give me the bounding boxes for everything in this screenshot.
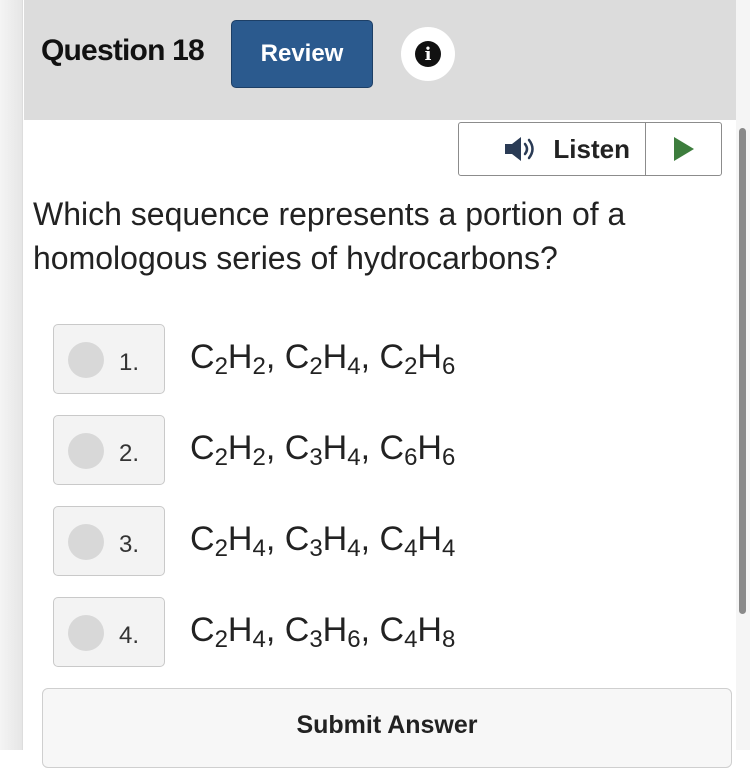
option-select-box[interactable] — [53, 597, 165, 667]
carbon-count: 2 — [214, 444, 228, 471]
info-button[interactable] — [401, 27, 455, 81]
option-number: 1. — [119, 349, 140, 376]
radio-button[interactable] — [68, 342, 104, 378]
option-select-box[interactable] — [53, 415, 165, 485]
chemical-formula: $C_4H_8$ — [379, 611, 456, 653]
radio-button[interactable] — [68, 524, 104, 560]
hydrogen-count: 4 — [347, 444, 361, 471]
chemical-formula: $C_4H_4$ — [379, 520, 456, 562]
carbon-count: 4 — [404, 626, 418, 653]
chemical-formula: $C_2H_4$ — [190, 520, 266, 562]
chemical-formula: $C_2H_4$ — [190, 611, 266, 653]
carbon-count: 2 — [214, 626, 228, 653]
carbon-count: 2 — [214, 353, 228, 380]
carbon-count: 2 — [309, 353, 323, 380]
hydrogen-count: 4 — [347, 535, 361, 562]
carbon-count: 2 — [214, 535, 228, 562]
answer-option[interactable] — [53, 597, 713, 667]
radio-button[interactable] — [68, 615, 104, 651]
option-select-box[interactable] — [53, 506, 165, 576]
question-header — [24, 0, 736, 120]
hydrogen-count: 4 — [252, 626, 266, 653]
chemical-formula: $C_6H_6$ — [379, 429, 456, 471]
option-select-box[interactable] — [53, 324, 165, 394]
hydrogen-count: 2 — [252, 353, 266, 380]
chemical-formula: $C_2H_2$ — [190, 338, 266, 380]
chemical-formula: $C_2H_2$ — [190, 429, 266, 471]
play-icon — [672, 136, 696, 162]
chemical-formula: $C_3H_4$ — [284, 429, 361, 471]
carbon-count: 3 — [309, 626, 323, 653]
carbon-count: 3 — [309, 535, 323, 562]
hydrogen-count: 8 — [441, 626, 456, 653]
carbon-count: 2 — [404, 353, 418, 380]
option-number: 4. — [119, 622, 140, 649]
option-number: 2. — [119, 440, 140, 467]
info-icon: i — [415, 41, 441, 67]
hydrogen-count: 6 — [441, 444, 456, 471]
hydrogen-count: 4 — [347, 353, 361, 380]
answer-option[interactable] — [53, 506, 713, 576]
option-formula-list: $C_2H_2$, $C_2H_4$, $C_2H_6$ — [190, 338, 456, 380]
speaker-icon — [503, 135, 539, 163]
carbon-count: 6 — [404, 444, 418, 471]
play-button[interactable] — [646, 123, 721, 175]
question-title: Question 18 — [41, 34, 204, 67]
answer-option[interactable] — [53, 324, 713, 394]
chemical-formula: $C_2H_4$ — [284, 338, 361, 380]
hydrogen-count: 6 — [441, 353, 456, 380]
listen-button[interactable] — [459, 123, 646, 175]
page-left-edge — [0, 0, 23, 750]
option-formula-list: $C_2H_2$, $C_3H_4$, $C_6H_6$ — [190, 429, 456, 471]
question-text: Which sequence represents a portion of a homologous series of hydrocarbons? — [33, 196, 626, 276]
carbon-count: 4 — [404, 535, 418, 562]
hydrogen-count: 2 — [252, 444, 266, 471]
listen-toolbar — [458, 122, 722, 176]
chemical-formula: $C_3H_6$ — [284, 611, 361, 653]
submit-answer-button[interactable]: Submit Answer — [42, 688, 732, 768]
chemical-formula: $C_3H_4$ — [284, 520, 361, 562]
hydrogen-count: 4 — [252, 535, 266, 562]
option-formula-list: $C_2H_4$, $C_3H_6$, $C_4H_8$ — [190, 611, 456, 653]
option-number: 3. — [119, 531, 140, 558]
carbon-count: 3 — [309, 444, 323, 471]
scrollbar-thumb[interactable] — [739, 128, 746, 614]
option-formula-list: $C_2H_4$, $C_3H_4$, $C_4H_4$ — [190, 520, 456, 562]
scrollbar[interactable] — [736, 0, 750, 750]
chemical-formula: $C_2H_6$ — [379, 338, 456, 380]
listen-label: Listen — [553, 133, 630, 164]
hydrogen-count: 4 — [441, 535, 456, 562]
radio-button[interactable] — [68, 433, 104, 469]
review-button[interactable]: Review — [231, 20, 373, 88]
answer-option[interactable] — [53, 415, 713, 485]
hydrogen-count: 6 — [347, 626, 361, 653]
